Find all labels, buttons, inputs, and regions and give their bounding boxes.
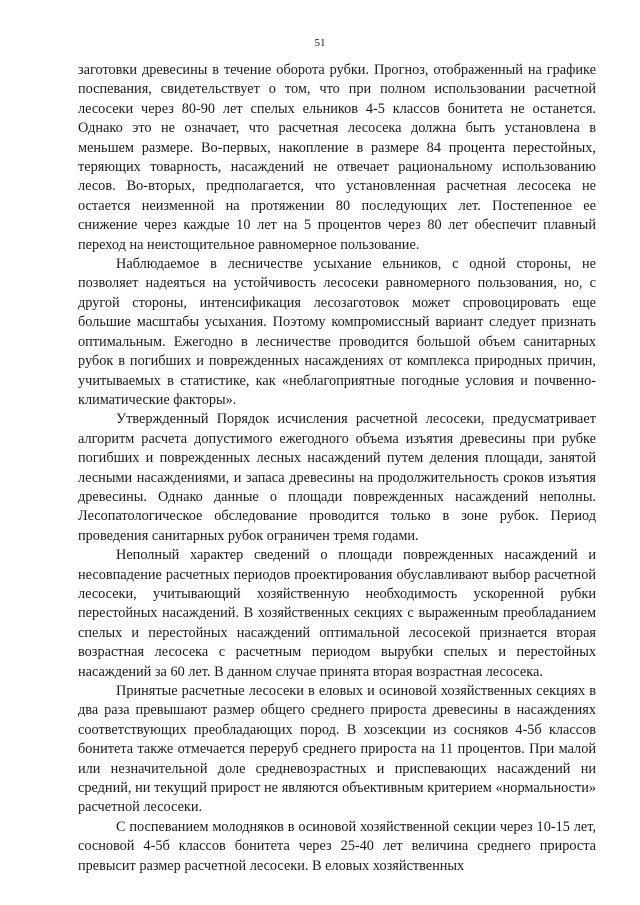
paragraph-6: С поспеванием молодняков в осиновой хозяйственной секции через 10-15 лет, сосновой 4-5б классов бонитета через 25-40 лет величина среднего прироста превысит размер расчетной лесосеки. В еловых хозяйственных bbox=[78, 818, 596, 874]
paragraph-4: Неполный характер сведений о площади поврежденных насаждений и несовпадение расчетных периодов проектирования обуславливают выбор расчетной лесосеки, учитывающий хозяйственную необходимость ускоренной рубки перестойных насаждений. В хозяйственных секциях с выраженным преобладанием спелых и перестойных насаждений оптимальной лесосекой признается вторая возрастная лесосека с расчетным периодом вырубки спелых и перестойных насаждений за 60 лет. В данном случае принята вторая возрастная лесосека. bbox=[78, 547, 596, 680]
paragraph-2: Наблюдаемое в лесничестве усыхание ельников, с одной стороны, не позволяет надеяться на устойчивость лесосеки равномерного пользования, но, с другой стороны, интенсификация лесозаготовок может спровоцировать еще большие масштабы усыхания. Поэтому компромиссный вариант следует признать оптимальным. Ежегодно в лесничестве проводится большой объем санитарных рубок в погибших и поврежденных насаждениях от комплекса природных причин, учитываемых в статистике, как «неблагоприятные погодные условия и почвенно-климатические факторы». bbox=[78, 256, 596, 408]
paragraph-5: Принятые расчетные лесосеки в еловых и осиновой хозяйственных секциях в два раза превышают размер общего среднего прироста древесины в насаждениях соответствующих преобладающих пород. В хозсекции из сосняков 4-5б классов бонитета также отмечается переруб среднего прироста на 11 процентов. При малой или незначительной доле средневозрастных и приспевающих насаждений ни средний, ни текущий прирост не являются объективным критерием «нормальности» расчетной лесосеки. bbox=[78, 683, 596, 816]
paragraph-3: Утвержденный Порядок исчисления расчетной лесосеки, предусматривает алгоритм расчета допустимого ежегодного объема изъятия древесины при рубке погибших и поврежденных лесных насаждений путем деления площади, занятой лесными насаждениями, и запаса древесины на продолжительность сроков изъятия древесины. Однако данные о площади поврежденных насаждений неполны. Лесопатологическое обследование проводится только в зоне рубок. Период проведения санитарных рубок ограничен тремя годами. bbox=[78, 411, 596, 544]
document-body bbox=[78, 61, 596, 876]
paragraph-1: заготовки древесины в течение оборота рубки. Прогноз, отображенный на графике поспевания, свидетельствует о том, что при полном использовании расчетной лесосеки через 80-90 лет спелых ельников 4-5 классов бонитета не останется. Однако это не означает, что расчетная лесосека должна быть установлена в меньшем размере. Во-первых, накопление в размере 84 процента перестойных, теряющих товарность, насаждений не отвечает рациональному использованию лесов. Во-вторых, предполагается, что установленная расчетная лесосека не остается неизменной на протяжении 80 последующих лет. Постепенное ее снижение через каждые 10 лет на 5 процентов через 80 лет обеспечит плавный переход на неистощительное равномерное пользование. bbox=[78, 62, 596, 253]
page-number: 51 bbox=[314, 37, 326, 49]
